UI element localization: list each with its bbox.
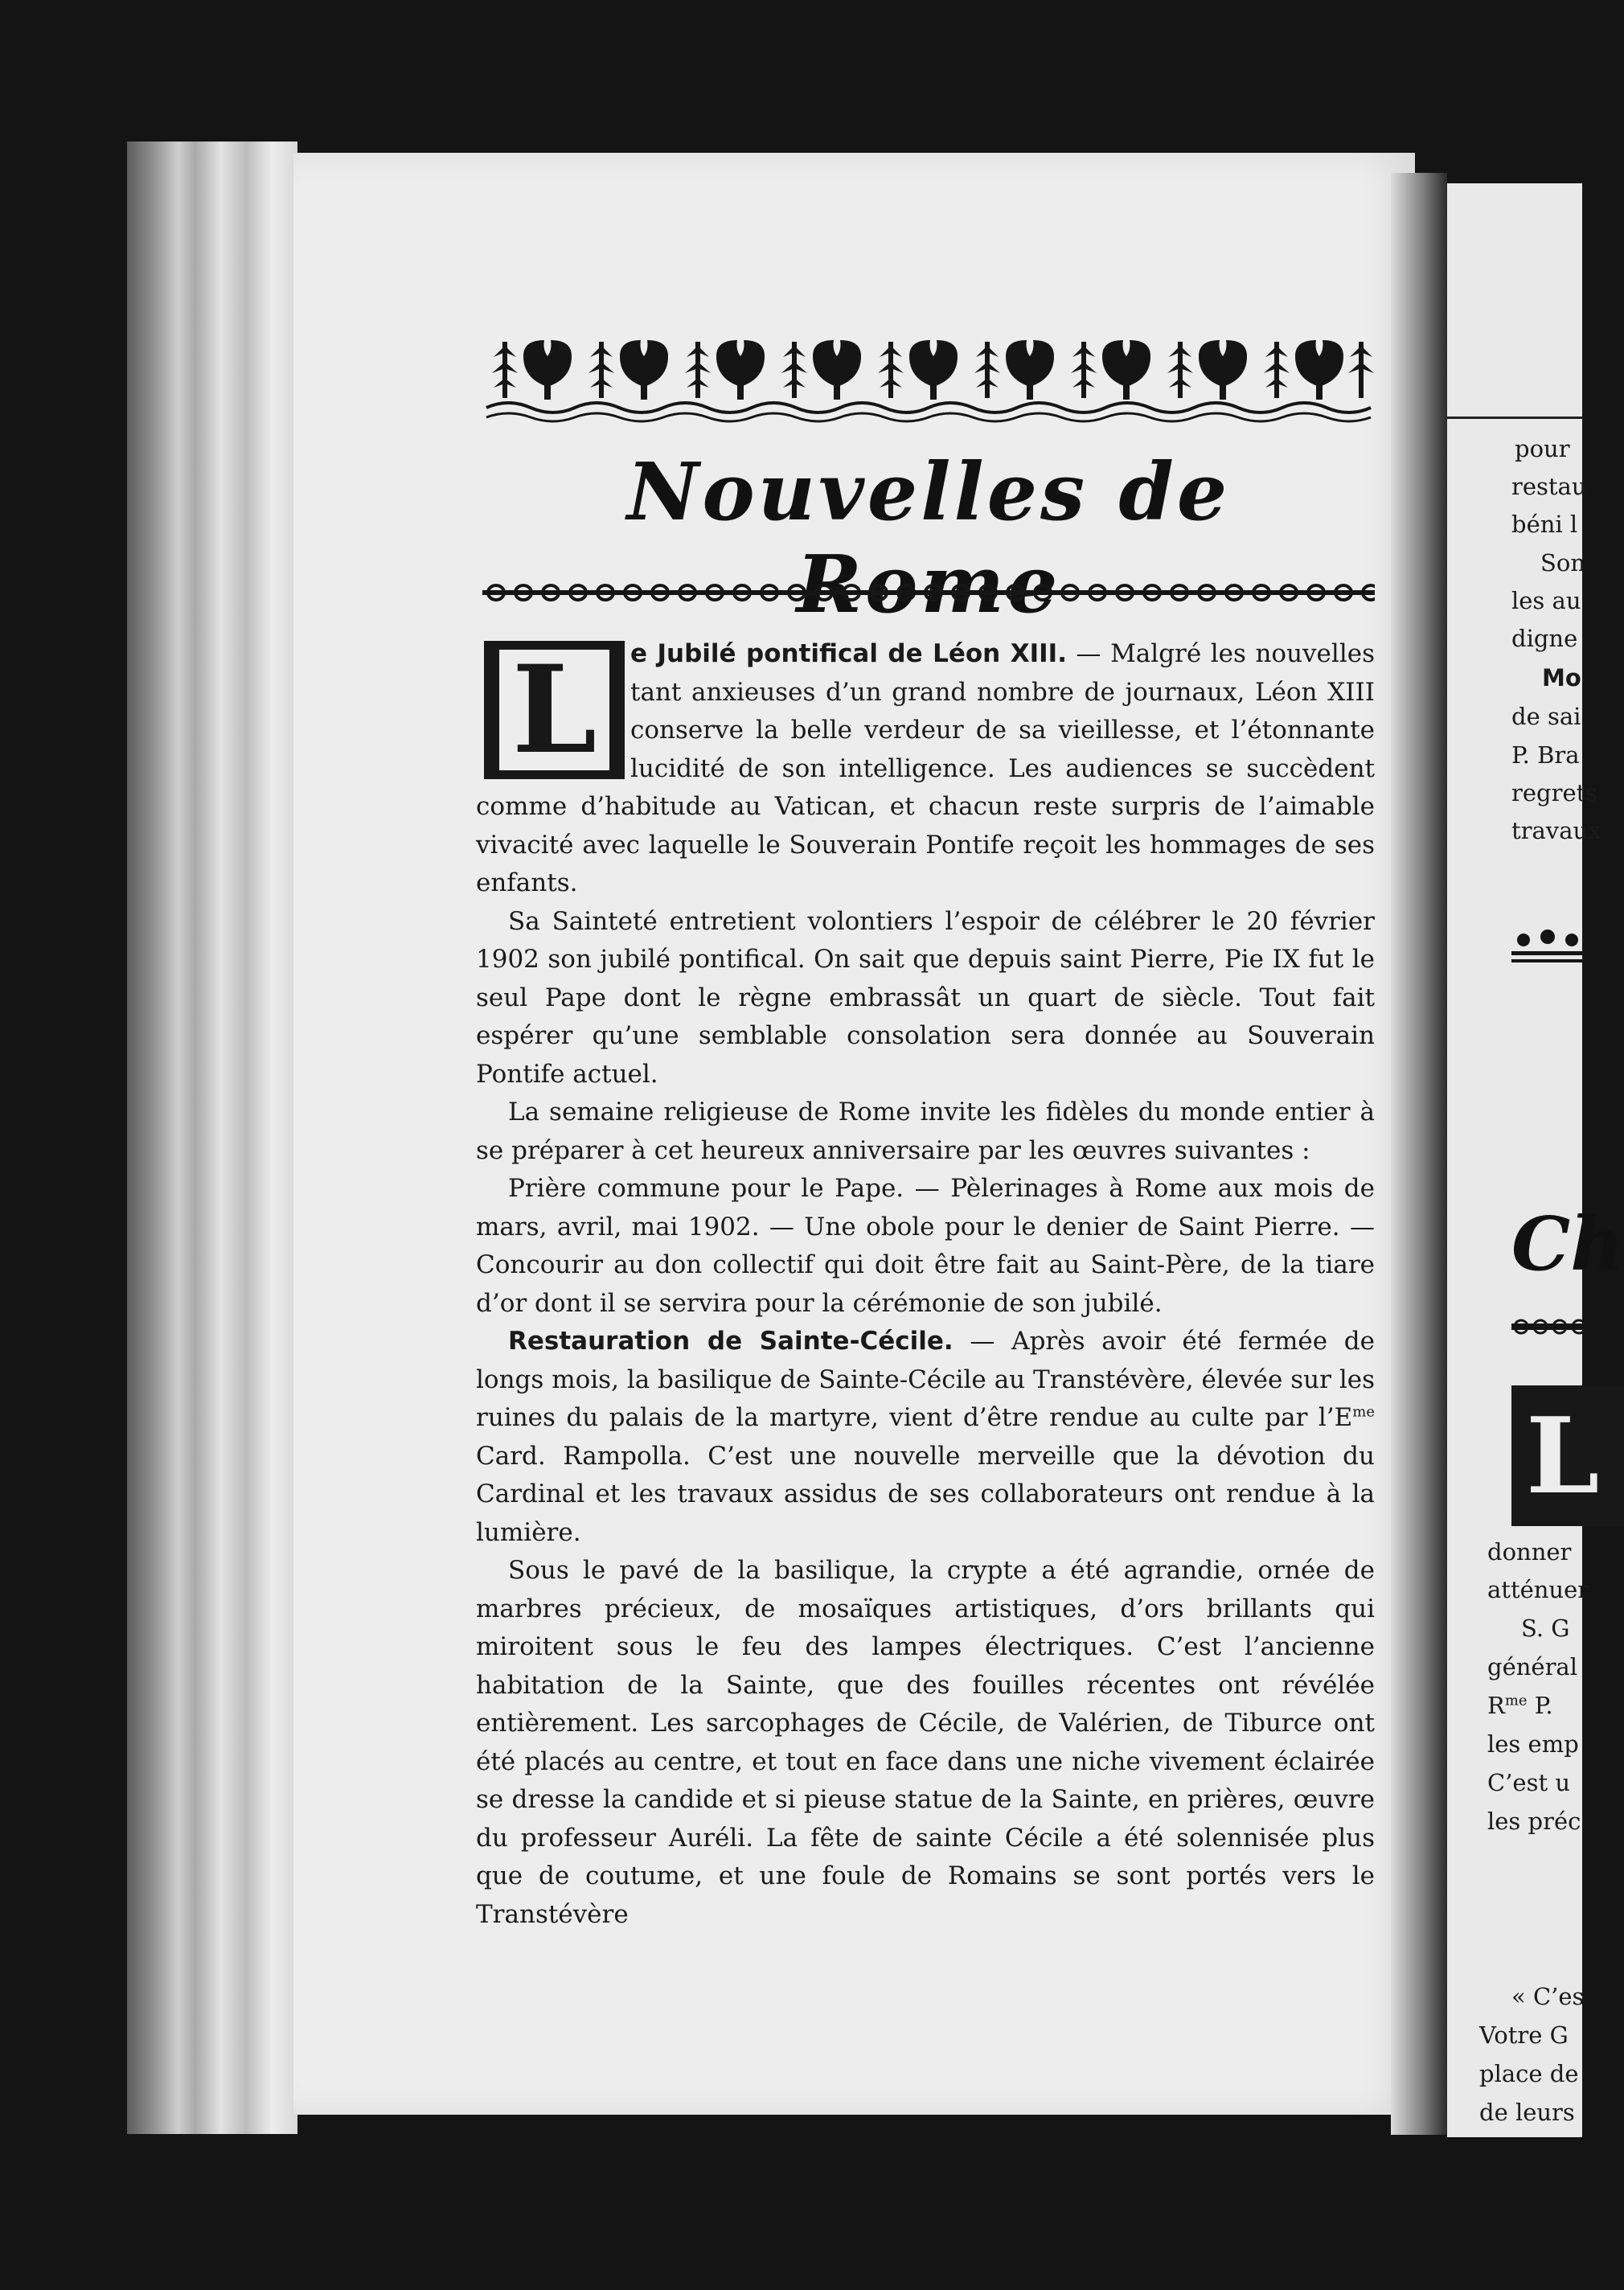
text-line: béni l [1511, 511, 1578, 538]
text-line: digne [1511, 625, 1578, 652]
section-lead-restauration: Restauration de Sainte-Cécile. [508, 1327, 953, 1356]
text-line: travaux [1511, 817, 1601, 844]
text-line: les au [1511, 587, 1581, 614]
book-gutter [1391, 173, 1447, 2135]
drop-cap-initial: L [1511, 1385, 1624, 1526]
paragraph-jubile: e Jubilé pontifical de Léon XIII. — Malgré les nouvelles tant anxieuses d’un grand nombre de journaux, Léon XIII conserve la belle verdeur de sa vieillesse, et l’étonnante lucidité de son intelligence. Les audiences se succèdent comme d’habitude au Vatican, et chacun reste surpris de l’aimable vivacité avec laquelle le Souverain Pontife reçoit les hommages de ses enfants. [476, 639, 1375, 897]
section-lead-jubile: e Jubilé pontifical de Léon XIII. [630, 639, 1067, 668]
section-heading: Ch [1511, 1200, 1624, 1287]
rule-line [1447, 417, 1582, 419]
text-line: C’est u [1487, 1769, 1571, 1796]
ornamental-rule [482, 581, 1375, 605]
text-line: atténuer [1487, 1576, 1589, 1603]
ornamental-rule [1511, 1317, 1584, 1336]
right-page [1447, 183, 1624, 2137]
small-ornament [1511, 927, 1584, 967]
text-line: place de [1479, 2060, 1579, 2087]
drop-cap-initial: L [484, 641, 625, 779]
paragraph: Sa Sainteté entretient volontiers l’espoir de célébrer le 20 février 1902 son jubilé pontifical. On sait que depuis saint Pierre, Pie IX fut le seul Pape dont le règne embrassât un quart de siècle. Tout fait espérer qu’une semblable consolation sera donnée au Souverain Pontife actuel. [476, 906, 1375, 1089]
paragraph-restauration: Restauration de Sainte-Cécile. — Après avoir été fermée de longs mois, la basilique de Sainte-Cécile au Transtévère, élevée sur les ruines du palais de la martyre, vient d’être rendue au culte par $l’E^{me}$ Card. Rampolla. C’est une nouvelle merveille que la dévotion du Cardinal et les travaux assidus de ses collaborateurs ont rendue à la lumière. [476, 1327, 1375, 1547]
text-line: $R^{me}$ P. [1487, 1692, 1553, 1719]
floral-ornament-band [486, 334, 1375, 430]
text-line: Mo [1542, 664, 1581, 692]
text-line: les emp [1487, 1730, 1579, 1758]
text-line: général [1487, 1653, 1577, 1681]
text-line: les préc [1487, 1808, 1581, 1835]
text-line: de leurs [1479, 2099, 1575, 2126]
text-line: Son [1540, 549, 1586, 577]
text-line: donner [1487, 1538, 1572, 1566]
paragraph: Prière commune pour le Pape. — Pèlerinages à Rome aux mois de mars, avril, mai 1902. — Une obole pour le denier de Saint Pierre. — Concourir au don collectif qui doit être fait au Saint-Père, de la tiare d’or dont il se servira pour la cérémonie de son jubilé. [476, 1174, 1375, 1318]
text-line: S. G [1521, 1615, 1570, 1642]
article-body [476, 635, 1375, 1934]
text-line: restau [1511, 473, 1587, 500]
text-line: de sai [1511, 703, 1581, 730]
text-line: pour [1515, 435, 1570, 462]
page-title: Nouvelles de [626, 446, 1231, 539]
text-line: regrets [1511, 779, 1598, 806]
paragraph: Sous le pavé de la basilique, la crypte a été agrandie, ornée de marbres précieux, de mosaïques artistiques, d’ors brillants qui miroitent sous le feu des lampes électriques. C’est l’ancienne habitation de la Sainte, que des fouilles récentes ont révélée entièrement. Les sarcophages de Cécile, de Valérien, de Tiburce ont été placés au centre, et tout en face dans une niche vivement éclairée se dresse la candide et si pieuse statue de la Sainte, en prières, œuvre du professeur Auréli. La fête de sainte Cécile a été solennisée plus que de coutume, et une foule de Romains se sont portés vers le Transtévère [476, 1556, 1375, 1929]
text-line: Votre G [1479, 2021, 1569, 2049]
text-line: « C’es [1511, 1983, 1585, 2010]
text-line: P. Bra [1511, 741, 1580, 769]
paragraph: La semaine religieuse de Rome invite les fidèles du monde entier à se préparer à cet heureux anniversaire par les œuvres suivantes : [476, 1098, 1375, 1165]
book-page-edges [127, 142, 297, 2134]
